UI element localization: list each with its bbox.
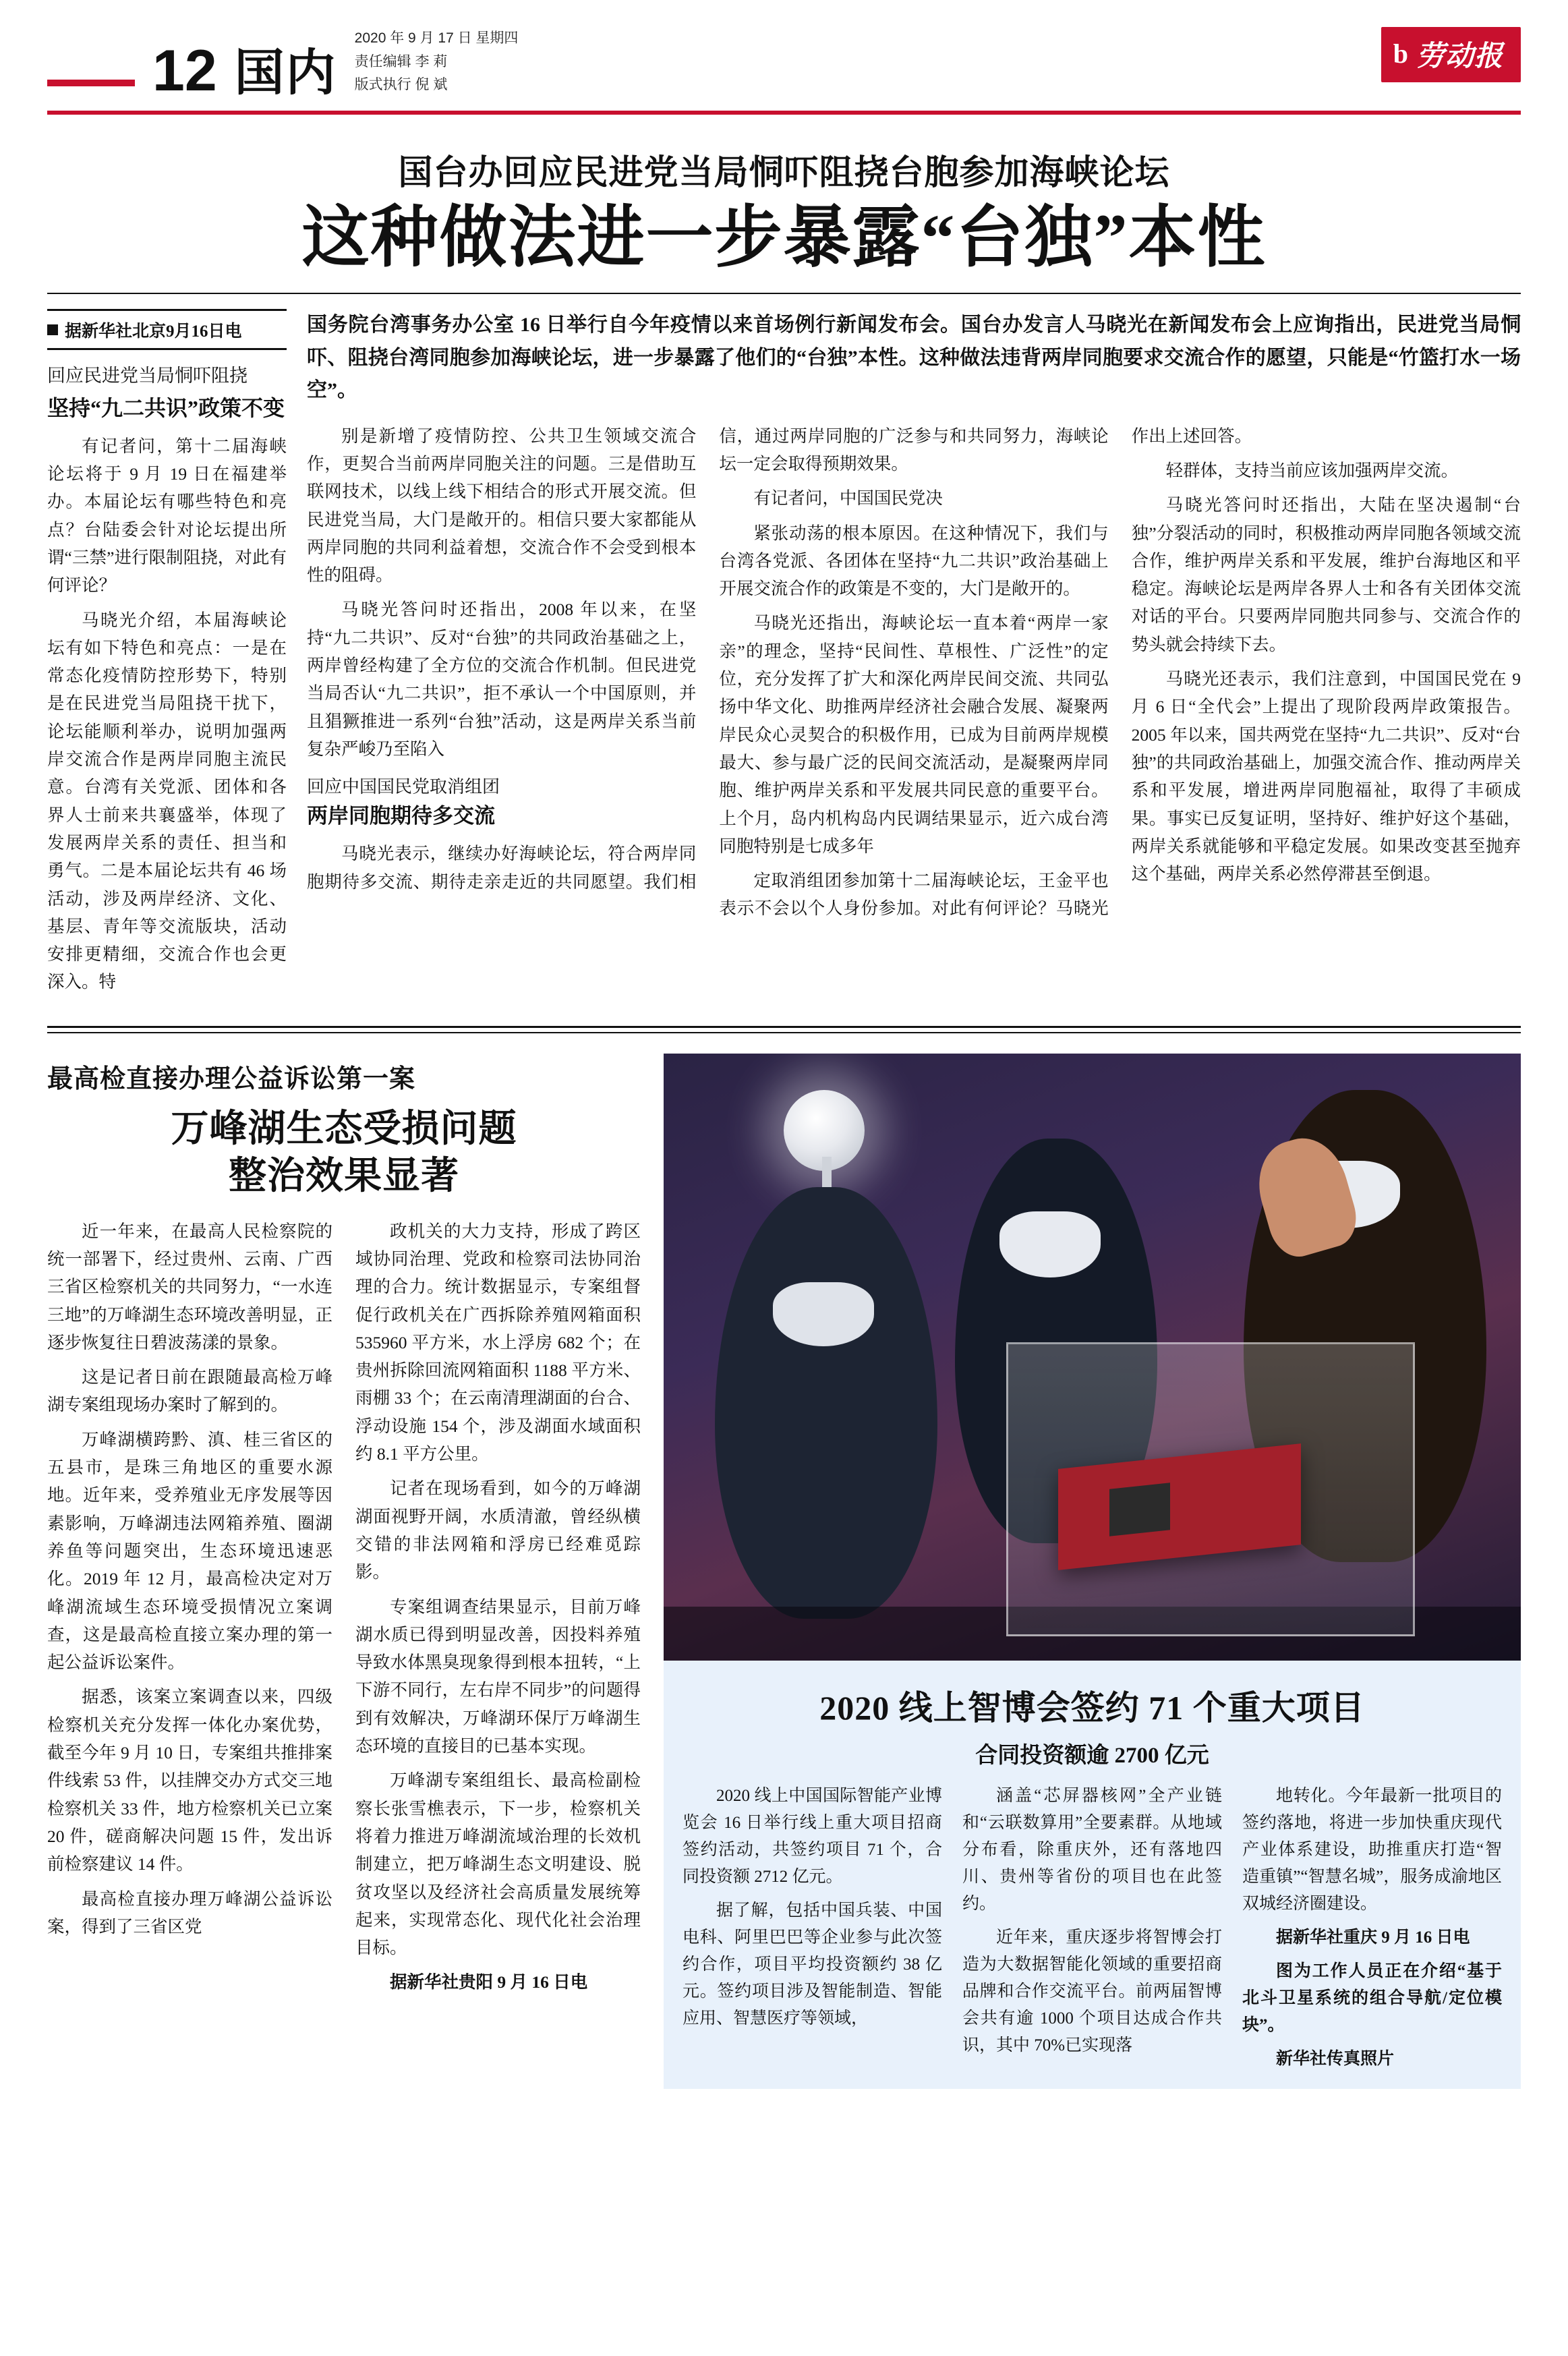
paragraph: 马晓光表示，继续办好海峡论坛，符合两岸同胞期待多交流、期待走亲走近的共同愿望。我们相信，通过两岸同胞的广泛参与和共同努力，海峡论坛一定会取得预期效果。 — [307, 426, 1109, 892]
lead-text-columns — [307, 422, 1521, 923]
story3-text-columns — [683, 1783, 1502, 2073]
story3-subhead: 合同投资额逾 2700 亿元 — [975, 1743, 1209, 1768]
bottom-section — [47, 1054, 1521, 2089]
lead-main-headline: 这种做法进一步暴露“台独”本性 — [301, 200, 1267, 275]
paragraph: 定取消组团参加第十二届海峡论坛，王金平也表示不会以个人身份参加。对此有何评论？马晓光作出上述回答。 — [719, 426, 1252, 919]
story3-headline: 2020 线上智博会签约 71 个重大项目 — [819, 1688, 1365, 1727]
paragraph: 马晓光答问时还指出，2008 年以来，在坚持“九二共识”、反对“台独”的共同政治基础之上，两岸曾经构建了全方位的交流合作机制。但民进党当局否认“九二共识”，拒不承认一个中国原则，并且猖獗推进一系列“台独”活动，这是两岸关系当前复杂严峻乃至陷入 — [307, 600, 697, 759]
masthead-meta — [355, 27, 519, 97]
section-name: 国内 — [234, 45, 337, 101]
story2-text-columns — [47, 1217, 641, 1996]
masthead — [47, 27, 1521, 115]
story2-source: 据新华社贵阳 9 月 16 日电 — [390, 1972, 588, 1992]
paragraph: 马晓光还表示，我们注意到，中国国民党在 9 月 6 日“全代会”上提出了现阶段两岸政策报告。2005 年以来，国共两党在坚持“九二共识”、反对“台独”的共同政治基础上，加强交流合作、推动两岸关系和平发展，增进两岸同胞福祉，取得了丰硕成果。事实已反复证明，坚持好、维护好这个基础，两岸关系就能够和平稳定发展。如果改变甚至抛弃这个基础，两岸关系必然停滞甚至倒退。 — [1131, 669, 1521, 884]
story3-source: 据新华社重庆 9 月 16 日电 — [1276, 1928, 1470, 1947]
paragraph: 马晓光答问时还指出，大陆在坚决遏制“台独”分裂活动的同时，积极推动两岸同胞各领域交流合作，维护两岸关系和平发展，维护台海地区和平稳定。海峡论坛是两岸各界人士和各有关团体交流对话的平台。只要两岸同胞共同参与、交流合作的势头就会持续下去。 — [1131, 495, 1521, 654]
bullet-square-icon — [47, 324, 58, 335]
news-photo — [664, 1054, 1521, 1661]
lead-paragraph: 国务院台湾事务办公室 16 日举行自今年疫情以来首场例行新闻发布会。国台办发言人马晓光在新闻发布会上应询指出，民进党当局恫吓、阻挠台湾同胞参加海峡论坛，进一步暴露了他们的“台独”本性。这种做法违背两岸同胞要求交流合作的愿望，只能是“竹篮打水一场空”。 — [307, 313, 1521, 402]
paragraph: 紧张动荡的根本原因。在这种情况下，我们与台湾各党派、各团体在坚持“九二共识”政治基础上开展交流合作的政策是不变的，大门是敞开的。 — [719, 523, 1109, 599]
lead-shoulder-headline: 国台办回应民进党当局恫吓阻挠台胞参加海峡论坛 — [398, 154, 1170, 192]
story2-headline-line1: 万峰湖生态受损问题 — [171, 1108, 517, 1150]
lead-article — [47, 309, 1521, 1003]
col2-subhead-strong: 两岸同胞期待多交流 — [307, 804, 495, 828]
logo-name: 劳动报 — [1416, 41, 1503, 72]
paragraph: 地转化。今年最新一批项目的签约落地，将进一步加快重庆现代产业体系建设，助推重庆打造“智造重镇”“智慧名城”，服务成渝地区双城经济圈建设。 — [1242, 1786, 1502, 1913]
newspaper-logo — [1381, 27, 1521, 82]
paragraph: 近年来，重庆逐步将智博会打造为大数据智能化领域的重要招商品牌和合作交流平台。前两届智博会共有逾 1000 个项目达成合作共识，其中 70%已实现落 — [962, 1928, 1222, 2055]
section-divider-thin — [47, 1032, 1521, 1033]
col1-subhead-strong: 坚持“九二共识”政策不变 — [47, 395, 285, 420]
masthead-rule — [47, 80, 135, 86]
photo-face-mask — [999, 1211, 1101, 1277]
paragraph: 专案组调查结果显示，目前万峰湖水质已得到明显改善，因投料养殖导致水体黑臭现象得到根本扭转，“上下游不同行，左右岸不同步”的问题得到有效解决，万峰湖环保厅万峰湖生态环境的直接目的已基本实现。 — [355, 1597, 641, 1756]
lead-column-1 — [47, 309, 287, 1003]
paragraph: 马晓光介绍，本届海峡论坛有如下特色和亮点：一是在常态化疫情防控形势下，特别是在民进党当局阻挠干扰下，论坛能顺利举办，说明加强两岸交流合作是两岸同胞主流民意。台湾有关党派、团体和各界人士前来共襄盛举，体现了发展两岸关系的责任、担当和勇气。二是本届论坛共有 46 场活动，涉及两岸经济、文化、基层、青年等交流版块，活动安排更精细，交流合作也会更深入。特 — [47, 610, 287, 992]
photo-face-mask — [773, 1282, 874, 1346]
paragraph: 2020 线上中国国际智能产业博览会 16 日举行线上重大项目招商签约活动，共签约项目 71 个，合同投资额 2712 亿元。 — [683, 1786, 942, 1886]
publication-date: 2020 年 9 月 17 日 星期四 — [354, 30, 519, 46]
story3 — [664, 1054, 1521, 2089]
paragraph: 政机关的大力支持，形成了跨区域协同治理、党政和检察司法协同治理的合力。统计数据显示，专案组督促行政机关在广西拆除养殖网箱面积 535960 平方米，水上浮房 682 个；在贵州拆除回流网箱面积 1188 平方米、雨棚 33 个；在云南清理湖面的台合、浮动设施 154 个，涉及湖面水域面积约 8.1 平方公里。 — [355, 1221, 641, 1464]
story2-headline-line2: 整治效果显著 — [229, 1155, 459, 1197]
paragraph: 万峰湖横跨黔、滇、桂三省区的五县市，是珠三角地区的重要水源地。近年来，受养殖业无序发展等因素影响，万峰湖违法网箱养殖、圈湖养鱼等问题突出，生态环境迅速恶化。2019 年 12 月，最高检决定对万峰湖流域生态环境受损情况立案调查，这是最高检直接立案办理的第一起公益诉讼案件。 — [47, 1429, 332, 1673]
dateline — [47, 309, 287, 350]
story2-headline — [47, 1105, 641, 1200]
photo-caption: 图为工作人员正在介绍“基于北斗卫星系统的组合导航/定位模块”。 — [1242, 1961, 1502, 2034]
paragraph: 有记者问，中国国民党决 — [753, 488, 943, 509]
logo-mark-icon: b — [1393, 38, 1408, 69]
layout-credit: 版式执行 倪 斌 — [354, 77, 448, 93]
paragraph: 近一年来，在最高人民检察院的统一部署下，经过贵州、云南、广西三省区检察机关的共同努力，“一水连三地”的万峰湖生态环境改善明显，正逐步恢复往日碧波荡漾的景象。 — [47, 1221, 332, 1352]
col1-subhead: 回应民进党当局恫吓阻挠 — [47, 365, 248, 386]
section-divider — [47, 1026, 1521, 1028]
paragraph: 万峰湖专案组组长、最高检副检察长张雪樵表示，下一步，检察机关将着力推进万峰湖流域治理的长效机制建立，把万峰湖生态文明建设、脱贫攻坚以及经济社会高质量发展统筹起来，实现常态化、现代化社会治理目标。 — [355, 1771, 641, 1958]
story2 — [47, 1054, 641, 2089]
paragraph: 据悉，该案立案调查以来，四级检察机关充分发挥一体化办案优势，截至今年 9 月 10 日，专案组共推排案件线索 53 件，以挂牌交办方式交三地检察机关 33 件，地方检察机关已立案 20 件，磋商解决问题 15 件，发出诉前检察建议 14 件。 — [47, 1687, 332, 1874]
paragraph: 据了解，包括中国兵装、中国电科、阿里巴巴等企业参与此次签约合作，项目平均投资额约 38 亿元。签约项目涉及智能制造、智能应用、智慧医疗等领域， — [683, 1901, 942, 2028]
paragraph: 最高检直接办理万峰湖公益诉讼案，得到了三省区党 — [47, 1889, 332, 1936]
masthead-left — [47, 27, 518, 101]
lead-divider — [47, 293, 1521, 294]
paragraph: 马晓光还指出，海峡论坛一直本着“两岸一家亲”的理念，坚持“民间性、草根性、广泛性”的定位，充分发挥了扩大和深化两岸民间交流、共同弘扬中华文化、助推两岸经济社会融合发展、凝聚两岸民众心灵契合的积极作用，已成为目前两岸规模最大、参与最广泛的民间交流活动，是凝聚两岸同胞、维护两岸关系和平发展共同民意的重要平台。上个月，岛内机构岛内民调结果显示，近六成台湾同胞特别是七成多年 — [719, 613, 1109, 856]
paragraph: 记者在现场看到，如今的万峰湖湖面视野开阔，水质清澈，曾经纵横交错的非法网箱和浮房已经难觅踪影。 — [355, 1478, 641, 1582]
col2-subhead: 回应中国国民党取消组团 — [307, 777, 500, 797]
photo-credit: 新华社传真照片 — [1276, 2049, 1395, 2068]
paragraph: 轻群体，支持当前应该加强两岸交流。 — [1165, 461, 1459, 480]
paragraph: 别是新增了疫情防控、公共卫生领域交流合作，更契合当前两岸同胞关注的问题。三是借助互联网技术，以线上线下相结合的形式开展交流。但民进党当局，大门是敞开的。相信只要大家都能从两岸同胞的共同利益着想，交流合作不会受到根本性的阻碍。 — [307, 426, 697, 585]
photo-chip — [1109, 1483, 1170, 1536]
paragraph: 涵盖“芯屏器核网”全产业链和“云联数算用”全要素群。从地域分布看，除重庆外，还有落地四川、贵州等省份的项目也在此签约。 — [962, 1786, 1222, 1913]
photo-person — [715, 1187, 937, 1619]
story2-kicker: 最高检直接办理公益诉讼第一案 — [47, 1064, 416, 1093]
story3-block — [664, 1661, 1521, 2089]
lead-columns-right — [307, 309, 1521, 1003]
paragraph: 这是记者日前在跟随最高检万峰湖专案组现场办案时了解到的。 — [47, 1367, 332, 1415]
editor-credit: 责任编辑 李 莉 — [354, 53, 448, 69]
dateline-text: 据新华社北京9月16日电 — [65, 322, 242, 341]
page-number: 12 — [152, 38, 217, 103]
paragraph: 有记者问，第十二届海峡论坛将于 9 月 19 日在福建举办。本届论坛有哪些特色和亮点？台陆委会针对论坛提出所谓“三禁”进行限制阻挠，对此有何评论？ — [47, 436, 287, 596]
